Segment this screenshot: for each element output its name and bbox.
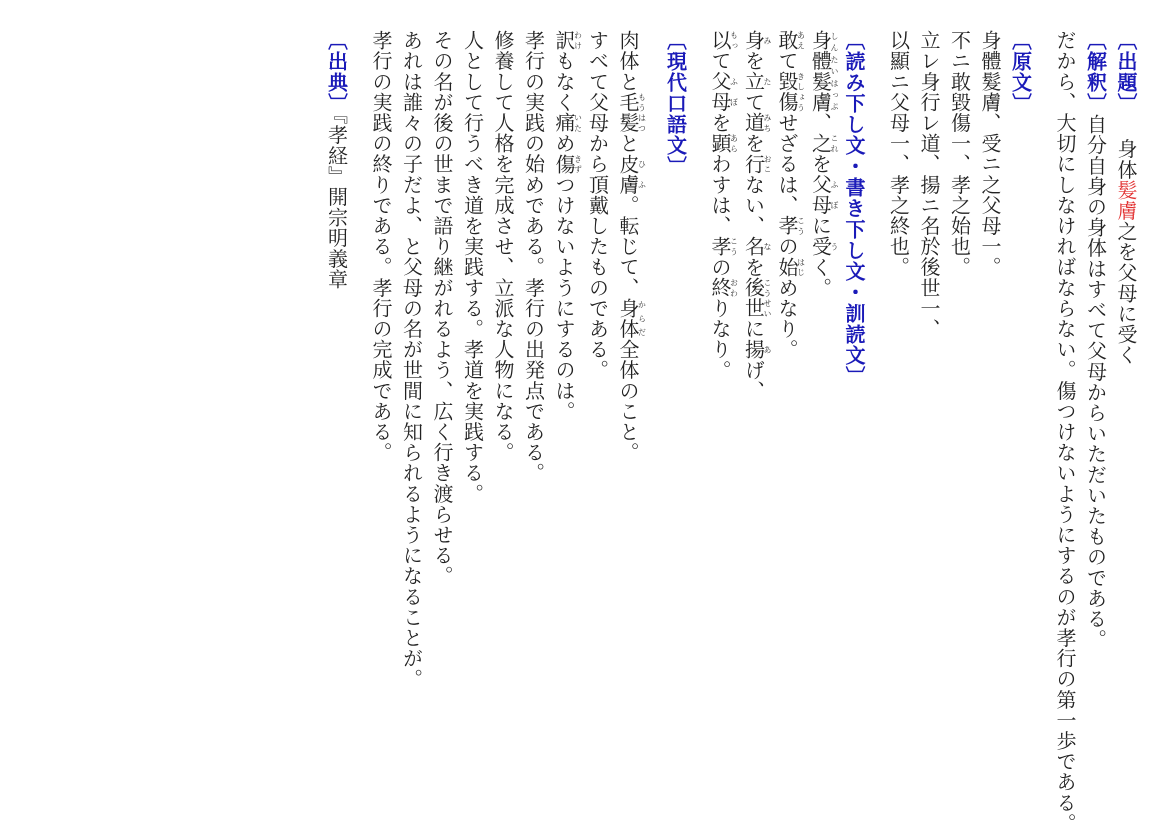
title-heading: 〔出題〕	[1114, 30, 1138, 114]
kundoku-line-1: 身體髮膚しんたいはっぷ、之これを父母ふぼに受うく。	[808, 30, 839, 298]
furigana: きず	[573, 153, 583, 175]
ruby-word: 道みち	[741, 112, 772, 134]
modern-line-8: あれは誰々の子だよ、と父母の名が世間に知られるようになることが。	[399, 30, 424, 690]
ruby-word: 終おわ	[708, 277, 739, 298]
modern-line-1: 肉体と毛髪もうはつと皮膚ひふ。転じて、身体からだ全体のこと。	[616, 30, 647, 463]
ruby-word: 父母ふぼ	[808, 174, 839, 216]
modern-line-3: 訳わけもなく痛いため傷きずつけないようにするのは。	[552, 30, 583, 422]
furigana: しんたいはっぷ	[830, 30, 839, 113]
ruby-word: 毛髪もうはつ	[616, 91, 647, 134]
furigana: こうせい	[763, 277, 772, 319]
furigana: た	[763, 71, 772, 92]
furigana: こう	[729, 236, 739, 257]
ruby-word: 後世こうせい	[741, 277, 772, 319]
furigana: おこ	[763, 153, 772, 175]
ruby-word: 訳わけ	[552, 30, 583, 51]
title-line	[1111, 30, 1142, 820]
modern-line-5: 修養して人格を完成させ、立派な人物になる。	[491, 30, 515, 463]
ruby-word: 毀傷きしょう	[775, 71, 806, 113]
furigana: わけ	[573, 30, 583, 51]
ruby-word: 以もっ	[708, 30, 739, 51]
original-line-2: 不ニ敢毀傷一、孝之始也。	[947, 30, 972, 278]
ruby-word: 顕あら	[708, 133, 739, 154]
furigana: あら	[729, 133, 739, 154]
ruby-word: 身體髮膚しんたいはっぷ	[808, 30, 839, 113]
furigana: みち	[763, 112, 772, 134]
ruby-word: 始はじ	[775, 256, 806, 278]
ruby-word: 身体からだ	[616, 297, 647, 340]
modern-heading: 〔現代口語文〕	[663, 30, 688, 177]
ruby-word: 之これ	[808, 133, 839, 154]
modern-line-9: 孝行の実践の終りである。孝行の完成である。	[369, 30, 393, 463]
furigana: いた	[573, 112, 583, 134]
furigana: ふぼ	[830, 174, 839, 216]
ruby-word: 皮膚ひふ	[616, 153, 647, 195]
furigana: もっ	[729, 30, 739, 51]
kundoku-line-4: 以もって父母ふぼを顕あらわすは、孝こうの終おわりなり。	[708, 30, 739, 381]
ruby-word: 孝こう	[708, 236, 739, 257]
kanbun-page	[321, 30, 1141, 833]
furigana: こう	[796, 215, 806, 237]
original-heading: 〔原文〕	[1008, 30, 1033, 114]
commentary-line-2: だから、大切にしなければならない。傷つけないようにするのが孝行の第一歩である。	[1053, 30, 1077, 833]
ruby-word: 傷きず	[552, 153, 583, 175]
furigana: あ	[763, 339, 772, 360]
modern-line-6: 人として行うべき道を実践する。孝道を実践する。	[460, 30, 485, 504]
furigana: はじ	[796, 256, 806, 278]
modern-line-7: その名が後の世まで語り継がれるよう、広く行き渡らせる。	[430, 30, 454, 587]
commentary-text-1: 自分自身の身体はすべて父母からいただいたものである。	[1083, 114, 1108, 650]
original-line-3: 立レ身行レ道、揚ニ名於後世一、	[917, 30, 941, 339]
furigana: な	[763, 236, 772, 257]
commentary-line-1	[1080, 30, 1111, 820]
furigana: あえ	[796, 30, 806, 51]
furigana: きしょう	[796, 71, 806, 113]
commentary-heading: 〔解釈〕	[1083, 30, 1108, 114]
kundoku-heading: 〔読み下し文・書き下し文・訓読文〕	[842, 30, 866, 387]
furigana: おわ	[729, 277, 739, 298]
ruby-word: 父母ふぼ	[708, 71, 739, 113]
furigana: ふぼ	[729, 71, 739, 113]
furigana: う	[830, 236, 839, 257]
ruby-word: 痛いた	[552, 112, 583, 134]
furigana: これ	[830, 133, 839, 154]
furigana: もうはつ	[637, 91, 647, 133]
ruby-word: 孝こう	[775, 215, 806, 237]
title-post: 之を父母に受く	[1114, 221, 1138, 366]
modern-line-4: 孝行の実践の始めである。孝行の出発点である。	[521, 30, 546, 484]
ruby-word: 身み	[741, 30, 772, 51]
source-text: 『孝経』開宗明義章	[324, 114, 349, 290]
title-pre: 身体	[1114, 138, 1138, 180]
modern-line-2: すべて父母から頂戴したものである。	[585, 30, 610, 381]
kundoku-line-2: 敢あえて毀傷きしょうせざるは、孝こうの始はじめなり。	[775, 30, 806, 360]
ruby-word: 受う	[808, 236, 839, 257]
ruby-word: 敢あえ	[775, 30, 806, 51]
furigana: み	[763, 30, 772, 51]
ruby-word: 行おこ	[741, 153, 772, 175]
ruby-word: 立た	[741, 71, 772, 92]
furigana: からだ	[637, 297, 647, 340]
original-line-4: 以顯ニ父母一、孝之終也。	[886, 30, 911, 278]
original-line-1: 身體髮膚、受ニ之父母一。	[978, 30, 1002, 278]
source-line	[321, 30, 352, 820]
ruby-word: 名な	[741, 236, 772, 257]
title-highlight: 髪膚	[1114, 179, 1138, 222]
furigana: ひふ	[637, 153, 647, 195]
kundoku-line-3: 身みを立たて道みちを行おこない、名なを後世こうせいに揚あげ、	[741, 30, 772, 401]
ruby-word: 揚あ	[741, 339, 772, 360]
source-heading: 〔出典〕	[324, 30, 349, 114]
